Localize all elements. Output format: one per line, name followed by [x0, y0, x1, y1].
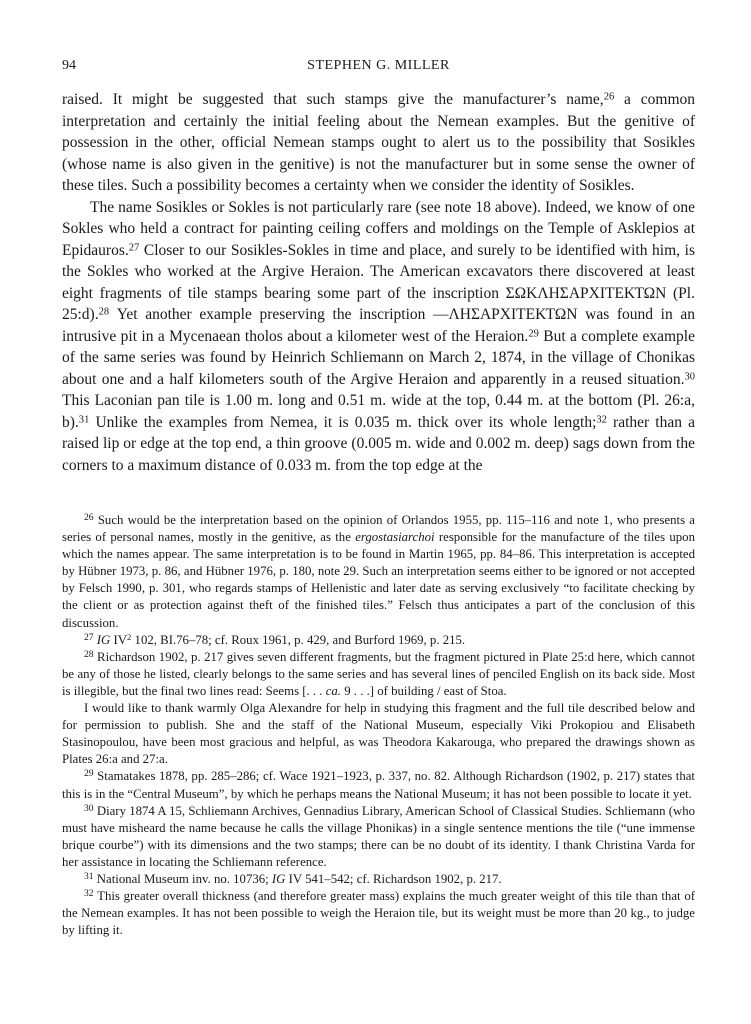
paragraph: The name Sosikles or Sokles is not particularly rare (see note 18 above). Indeed, we know of one Sokles who held a contract for painting ceiling coffers and moldings on the Temple of Asklepios at Epidauros.$^{27}$ Closer to our Sosikles-Sokles in time and place, and surely to be identified with him, is the Sokles who worked at the Argive Heraion. The American excavators there discovered at least eight fragments of tile stamps bearing some part of the inscription ΣΩΚΛΗΣΑΡΧΙΤΕΚΤΩΝ (Pl. 25:d).$^{28}$ Yet another example preserving the inscription —ΛΗΣΑΡΧΙΤΕΚΤΩΝ was found in an intrusive pit in a Mycenaean tholos about a kilometer west of the Heraion.$^{29}$ But a complete example of the same series was found by Heinrich Schliemann on March 2, 1874, in the village of Chonikas about one and a half kilometers south of the Argive Heraion and apparently in a reused situation.$^{30}$ This Laconian pan tile is 1.00 m. long and 0.51 m. wide at the top, 0.44 m. at the bottom (Pl. 26:a, b).$^{31}$ Unlike the examples from Nemea, it is 0.035 m. thick over its whole length;$^{32}$ rather than a raised lip or edge at the top end, a thin groove (0.005 m. wide and 0.002 m. deep) sags down from the corners to a maximum distance of 0.033 m. from the top edge at the [62, 198, 695, 474]
footnote-ref[interactable]: 28 [98, 306, 110, 318]
footnote-31: $^{31}$ National Museum inv. no. 10736; IG IV 541–542; cf. Richardson 1902, p. 217. [84, 871, 502, 886]
footnote-28-continued: I would like to thank warmly Olga Alexandre for help in studying this fragment and the full tile described below and for permission to publish. She and the staff of the National Museum, especially Viki Prokopiou and Elisabeth Stasinopoulou, have been most gracious and helpful, as was Theodora Kakarouga, who prepared the drawings shown as Plates 26:a and 27:a. [62, 701, 695, 767]
footnote-ref[interactable]: 27 [128, 241, 140, 253]
page-header [62, 58, 695, 78]
footnote-27: $^{27}$ IG $IV^2$ 102, BI.76–78; cf. Roux 1961, p. 429, and Burford 1969, p. 215. [84, 631, 466, 647]
footnote-26: $^{26}$ Such would be the interpretation based on the opinion of Orlandos 1955, pp. 115–116 and note 1, who presents a series of personal names, mostly in the genitive, as the ergostasiarchoi responsible for the manufacture of the tiles upon which the names appear. The same interpretation is to be found in Martin 1965, pp. 84–86. This interpretation is accepted by Hübner 1973, p. 86, and Hübner 1976, p. 180, note 29. Such an interpretation seems either to be ignored or not accepted by Felsch 1990, p. 301, who regards stamps of Hellenistic and later date as serving exclusively “to facilitate checking by the client or as protection against theft of the finished tiles.” Felsch thus anticipates a part of the conclusion of this discussion. [62, 512, 695, 630]
main-text [62, 89, 695, 476]
footnote-32: $^{32}$ This greater overall thickness (and therefore greater mass) explains the much greater weight of this tile than that of the Nemean examples. It has not been possible to weigh the Heraion tile, but its weight must be more than 20 kg., to judge by lifting it. [62, 888, 695, 938]
footnotes [62, 512, 695, 939]
footnote-ref[interactable]: 31 [78, 413, 90, 425]
footnote-28: $^{28}$ Richardson 1902, p. 217 gives seven different fragments, but the fragment pictured in Plate 25:d here, which cannot be any of those he listed, clearly belongs to the same series and has several lines of penciled English on its back side. Most is illegible, but the final two lines read: Seems [. . . ca. 9 . . .] of building / east of Stoa. [62, 648, 695, 698]
footnote-ref[interactable]: 29 [528, 327, 539, 339]
footnote-30: $^{30}$ Diary 1874 A 15, Schliemann Archives, Gennadius Library, American School of Classical Studies. Schliemann (who must have misheard the name because he calls the village Phonikas) in a single sentence mentions the tile (“une immense brique courbe”) with its dimensions and the two stamps; there can be no doubt of its identity. I thank Christina Varda for her assistance in locating the Schliemann reference. [62, 802, 695, 869]
running-head: STEPHEN G. MILLER [307, 58, 450, 73]
paragraph: raised. It might be suggested that such stamps give the manufacturer’s name,$^{26}$ a common interpretation and certainly the initial feeling about the Nemean examples. But the genitive of possession in the other, official Nemean stamps ought to alert us to the possibility that Sosikles (whose name is also given in the genitive) is not the manufacturer but in some sense the owner of these tiles. Such a possibility becomes a certainty when we consider the identity of Sosikles. [62, 91, 695, 194]
footnote-ref[interactable]: 30 [684, 370, 695, 382]
page-number: 94 [62, 58, 76, 73]
footnote-29: $^{29}$ Stamatakes 1878, pp. 285–286; cf. Wace 1921–1923, p. 337, no. 82. Although Richardson (1902, p. 217) states that this is in the “Central Museum”, by which he perhaps means the National Museum; it has not been possible to locate it yet. [62, 768, 695, 801]
footnote-ref[interactable]: 32 [596, 413, 607, 425]
footnote-ref[interactable]: 26 [603, 91, 615, 103]
